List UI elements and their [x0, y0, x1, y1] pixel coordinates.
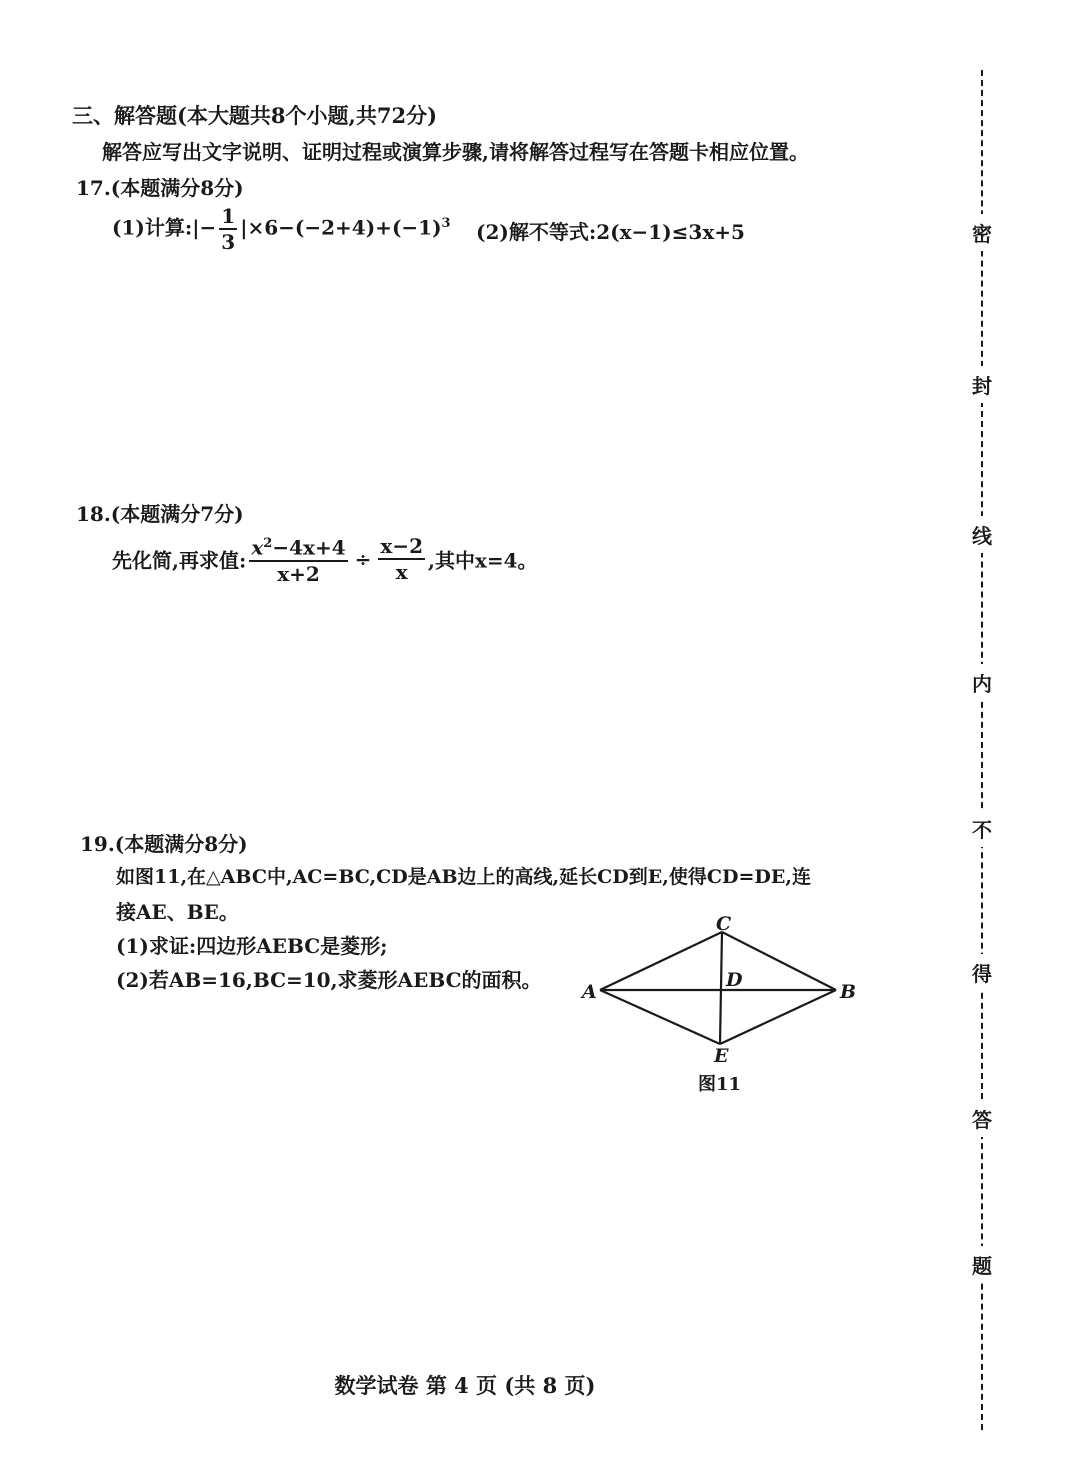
segment-CE — [720, 932, 722, 1044]
q17-abs-open: |− — [192, 215, 217, 240]
section-instruction: 解答应写出文字说明、证明过程或演算步骤,请将解答过程写在答题卡相应位置。 — [102, 140, 809, 164]
q18-frac1-num-rest: −4x+4 — [272, 535, 346, 560]
q18-tail: ,其中x=4。 — [428, 548, 538, 573]
q18-frac1-num — [249, 532, 347, 562]
seal-char-1: 密 — [968, 214, 996, 251]
seal-char-6: 得 — [968, 954, 996, 991]
q17-part2: (2)解不等式:2(x−1)≤3x+5 — [476, 220, 745, 244]
seal-char-2: 封 — [968, 366, 996, 403]
q18-body — [112, 532, 538, 586]
page-footer: 数学试卷 第 4 页 (共 8 页) — [334, 1373, 596, 1398]
q19-line2: 接AE、BE。 — [116, 900, 239, 924]
label-E: E — [714, 1045, 729, 1067]
q17-header: 17.(本题满分8分) — [76, 176, 244, 200]
q19-part2: (2)若AB=16,BC=10,求菱形AEBC的面积。 — [116, 968, 542, 992]
figure-11 — [570, 910, 870, 1100]
seal-char-3: 线 — [968, 516, 996, 553]
seal-dashed-line — [981, 70, 983, 1430]
q18-frac2-num: x−2 — [380, 533, 423, 558]
q17-fraction — [219, 204, 237, 254]
q19-line1: 如图11,在△ABC中,AC=BC,CD是AB边上的高线,延长CD到E,使得CD=DE,连 — [116, 866, 811, 888]
q17-frac-den: 3 — [221, 230, 236, 254]
segment-EA — [600, 990, 720, 1044]
segment-AC — [600, 932, 722, 990]
figure-caption: 图11 — [698, 1074, 742, 1095]
q17-expr-rest: |×6−(−2+4)+(−1) — [240, 215, 442, 240]
q17-part1-label: (1)计算: — [112, 215, 193, 240]
q18-lead: 先化简,再求值: — [112, 548, 247, 573]
label-A: A — [582, 981, 597, 1003]
seal-char-7: 答 — [968, 1100, 996, 1137]
q18-frac2 — [378, 534, 425, 584]
q17-frac-num: 1 — [221, 204, 236, 228]
q18-header: 18.(本题满分7分) — [76, 502, 244, 526]
seal-char-4: 内 — [968, 664, 996, 701]
q18-frac1-den: x+2 — [277, 561, 320, 586]
q18-frac1-x: x — [251, 535, 264, 560]
segment-BE — [720, 990, 836, 1044]
label-B: B — [840, 981, 857, 1003]
q19-part1: (1)求证:四边形AEBC是菱形; — [116, 934, 388, 958]
label-C: C — [716, 913, 732, 935]
q17-exponent: 3 — [441, 215, 451, 231]
label-D: D — [726, 969, 743, 991]
q17-part1 — [112, 204, 451, 254]
section-title: 三、解答题(本大题共8个小题,共72分) — [72, 103, 438, 128]
q19-header: 19.(本题满分8分) — [80, 832, 248, 856]
seal-char-5: 不 — [968, 810, 996, 847]
q18-div-sign: ÷ — [354, 546, 372, 571]
q18-frac2-den: x — [395, 559, 408, 584]
q18-frac1 — [249, 532, 347, 586]
seal-char-8: 题 — [968, 1246, 996, 1283]
q18-frac1-exp: 2 — [263, 536, 273, 551]
